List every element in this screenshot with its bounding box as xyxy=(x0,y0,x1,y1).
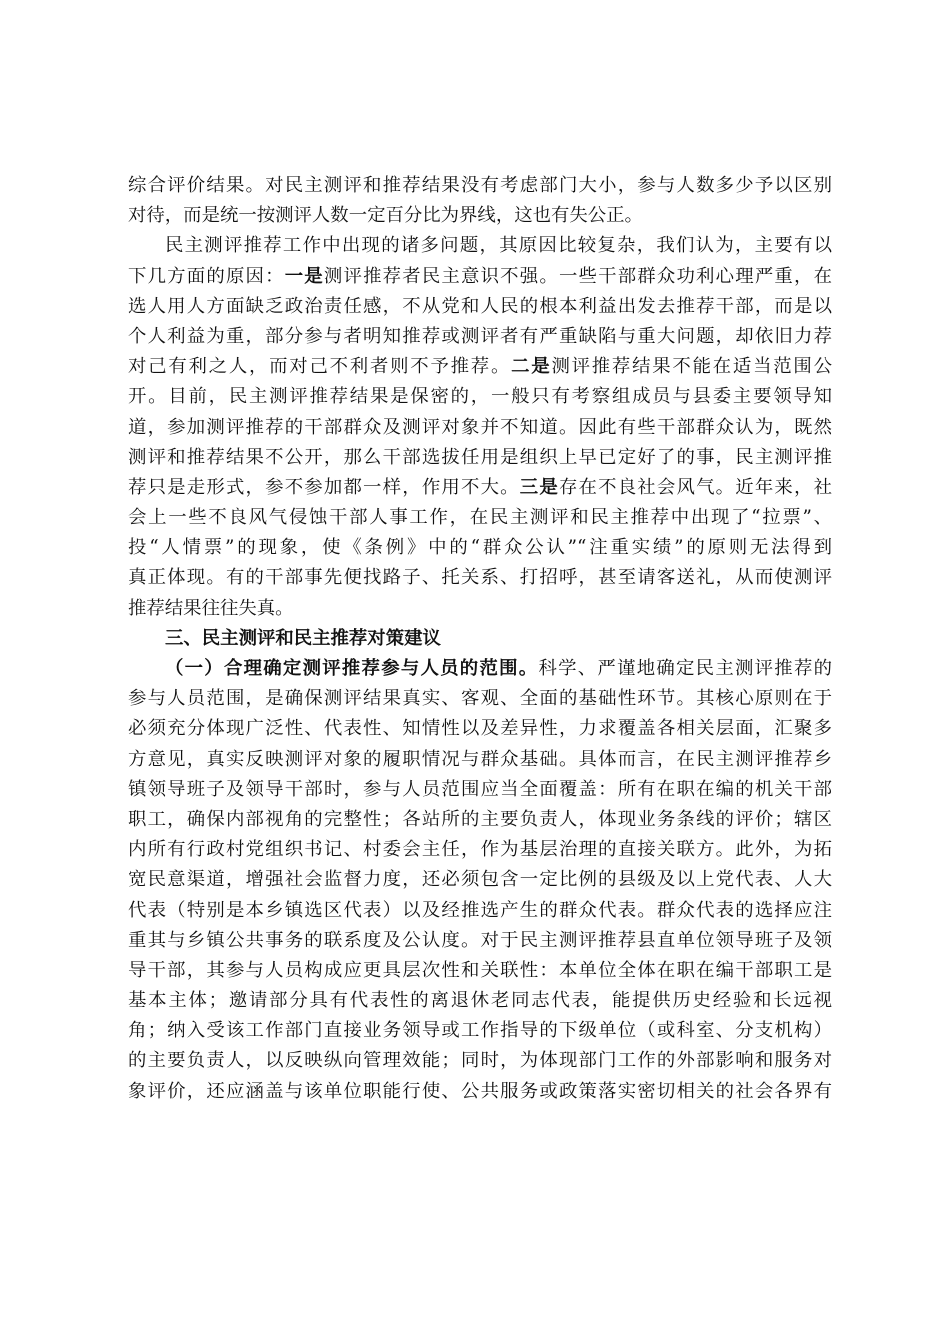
text-line xyxy=(128,292,832,322)
text-segment: 科学、严谨地确定民主测评推荐的 xyxy=(538,658,832,679)
text-segment: 基本主体；邀请部分具有代表性的离退休老同志代表，能提供历史经验和长远视 xyxy=(128,990,832,1012)
text-line xyxy=(128,262,832,292)
text-line xyxy=(128,594,832,624)
text-segment: 综合评价结果。对民主测评和推荐结果没有考虑部门大小，参与人数多少予以区别 xyxy=(128,175,832,196)
text-segment: 会上一些不良风气侵蚀干部人事工作，在民主测评和民主推荐中出现了“拉票”、 xyxy=(128,507,832,529)
text-segment: 存在不良社会风气。近年来，社 xyxy=(558,476,832,498)
text-line xyxy=(128,986,832,1016)
text-segment: 必须充分体现广泛性、代表性、知情性以及差异性，力求覆盖各相关层面，汇聚多 xyxy=(128,718,832,740)
text-line xyxy=(128,201,832,231)
text-line xyxy=(128,835,832,865)
text-line xyxy=(128,865,832,895)
text-line xyxy=(128,413,832,443)
bold-text-segment: 二是 xyxy=(511,356,552,378)
text-segment: 测评和推荐结果不公开，那么干部选拔任用是组织上早已定好了的事，民主测评推 xyxy=(128,446,832,468)
text-segment: 对待，而是统一按测评人数一定百分比为界线，这也有失公正。 xyxy=(128,205,643,227)
text-segment: 宽民意渠道，增强社会监督力度，还必须包含一定比例的县级及以上党代表、人大 xyxy=(128,869,832,891)
bold-text-segment: 三、民主测评和民主推荐对策建议 xyxy=(165,627,441,649)
text-line xyxy=(128,714,832,744)
text-segment: 导干部，其参与人员构成应更具层次性和关联性：本单位全体在职在编干部职工是 xyxy=(128,959,832,981)
text-segment: 的主要负责人，以反映纵向管理效能；同时，为体现部门工作的外部影响和服务对 xyxy=(128,1050,832,1072)
text-line xyxy=(128,1046,832,1076)
text-segment: 职工，确保内部视角的完整性；各站所的主要负责人，体现业务条线的评价；辖区 xyxy=(128,808,832,830)
text-segment: 下几方面的原因： xyxy=(128,265,285,287)
text-segment: 镇领导班子及领导干部时，参与人员范围应当全面覆盖：所有在职在编的机关干部 xyxy=(128,778,832,800)
text-line xyxy=(128,1016,832,1046)
text-segment: 荐只是走形式，参不参加都一样，作用不大。 xyxy=(128,476,520,498)
text-segment: 角；纳入受该工作部门直接业务领导或工作指导的下级单位（或科室、分支机构） xyxy=(128,1020,832,1042)
text-line xyxy=(128,805,832,835)
text-segment: 开。目前，民主测评推荐结果是保密的，一般只有考察组成员与县委主要领导知 xyxy=(128,386,832,408)
text-line xyxy=(128,171,832,201)
text-segment: 民主测评推荐工作中出现的诸多问题，其原因比较复杂，我们认为，主要有以 xyxy=(165,235,832,257)
text-segment: 象评价，还应涵盖与该单位职能行使、公共服务或政策落实密切相关的社会各界有 xyxy=(128,1080,832,1102)
text-segment: 投“人情票”的现象，使《条例》中的“群众公认”“注重实绩”的原则无法得到 xyxy=(128,537,832,559)
text-segment: 代表（特别是本乡镇选区代表）以及经推选产生的群众代表。群众代表的选择应注 xyxy=(128,899,832,921)
text-line xyxy=(128,684,832,714)
text-line xyxy=(128,745,832,775)
text-segment: 方意见，真实反映测评对象的履职情况与群众基础。具体而言，在民主测评推荐乡 xyxy=(128,748,832,770)
text-line xyxy=(128,503,832,533)
text-line xyxy=(128,563,832,593)
text-segment: 参与人员范围，是确保测评结果真实、客观、全面的基础性环节。其核心原则在于 xyxy=(128,688,832,710)
text-line xyxy=(128,322,832,352)
text-line xyxy=(128,654,832,684)
text-line xyxy=(128,382,832,412)
text-segment: 测评推荐者民主意识不强。一些干部群众功利心理严重，在 xyxy=(323,265,832,287)
text-line xyxy=(128,352,832,382)
text-segment: 重其与乡镇公共事务的联系度及公认度。对于民主测评推荐县直单位领导班子及领 xyxy=(128,929,832,951)
text-segment: 内所有行政村党组织书记、村委会主任，作为基层治理的直接关联方。此外，为拓 xyxy=(128,839,832,861)
text-line xyxy=(128,473,832,503)
text-segment: 推荐结果往往失真。 xyxy=(128,597,294,619)
text-segment: 个人利益为重，部分参与者明知推荐或测评者有严重缺陷与重大问题，却依旧力荐 xyxy=(128,325,832,347)
text-line xyxy=(128,1077,832,1107)
text-segment: 测评推荐结果不能在适当范围公 xyxy=(551,356,832,378)
bold-text-segment: 一是 xyxy=(284,265,324,287)
text-line xyxy=(128,624,832,654)
document-page xyxy=(128,171,832,1107)
text-segment: 对己有利之人，而对己不利者则不予推荐。 xyxy=(128,356,512,378)
text-line xyxy=(128,926,832,956)
text-line xyxy=(128,956,832,986)
text-line xyxy=(128,231,832,261)
text-line xyxy=(128,443,832,473)
text-segment: 道，参加测评推荐的干部群众及测评对象并不知道。因此有些干部群众认为，既然 xyxy=(128,416,832,438)
text-segment: 真正体现。有的干部事先便找路子、托关系、打招呼，甚至请客送礼，从而使测评 xyxy=(128,567,832,589)
bold-text-segment: （一）合理确定测评推荐参与人员的范围。 xyxy=(165,658,539,679)
text-line xyxy=(128,533,832,563)
text-line xyxy=(128,896,832,926)
text-line xyxy=(128,775,832,805)
bold-text-segment: 三是 xyxy=(519,476,559,498)
text-segment: 选人用人方面缺乏政治责任感，不从党和人民的根本利益出发去推荐干部，而是以 xyxy=(128,295,832,317)
